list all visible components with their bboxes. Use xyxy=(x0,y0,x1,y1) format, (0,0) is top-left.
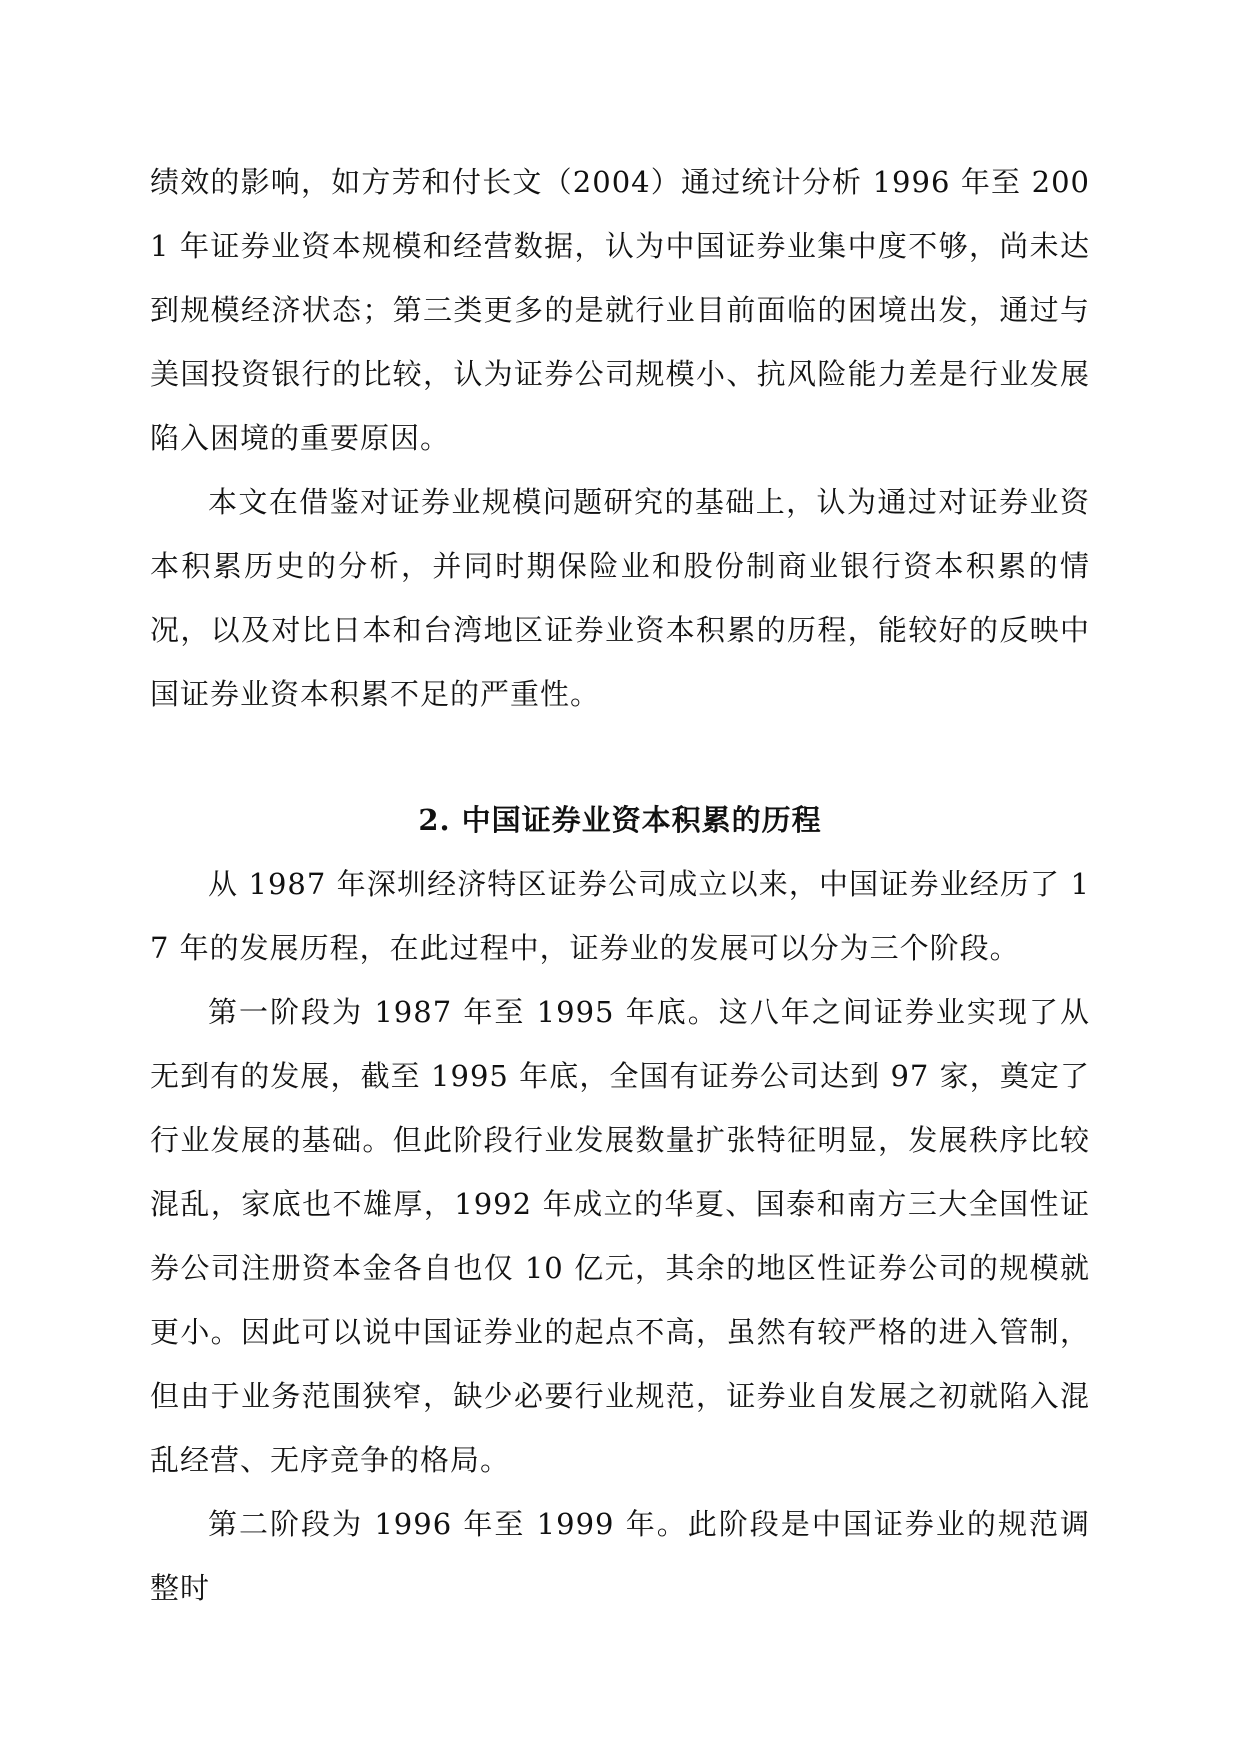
paragraph-history-intro: 从 1987 年深圳经济特区证券公司成立以来，中国证券业经历了 17 年的发展历程，在此过程中，证券业的发展可以分为三个阶段。 xyxy=(150,867,1090,965)
paragraph-continuation: 绩效的影响，如方芳和付长文（2004）通过统计分析 1996 年至 2001 年证券业资本规模和经营数据，认为中国证券业集中度不够，尚未达到规模经济状态；第三类更多的是就行业目前面临的困境出发，通过与美国投资银行的比较，认为证券公司规模小、抗风险能力差是行业发展陷入困境的重要原因。 xyxy=(150,165,1090,455)
section-spacer xyxy=(150,726,1090,788)
paragraph-research-basis: 本文在借鉴对证券业规模问题研究的基础上，认为通过对证券业资本积累历史的分析，并同时期保险业和股份制商业银行资本积累的情况，以及对比日本和台湾地区证券业资本积累的历程，能较好的反映中国证券业资本积累不足的严重性。 xyxy=(150,485,1090,711)
section-heading: 2. 中国证券业资本积累的历程 xyxy=(418,803,822,837)
document-page xyxy=(150,150,1090,1620)
paragraph-stage-two: 第二阶段为 1996 年至 1999 年。此阶段是中国证券业的规范调整时 xyxy=(150,1507,1090,1605)
paragraph-stage-one: 第一阶段为 1987 年至 1995 年底。这八年之间证券业实现了从无到有的发展，截至 1995 年底，全国有证券公司达到 97 家，奠定了行业发展的基础。但此阶段行业发展数量扩张特征明显，发展秩序比较混乱，家底也不雄厚，1992 年成立的华夏、国泰和南方三大全国性证券公司注册资本金各自也仅 10 亿元，其余的地区性证券公司的规模就更小。因此可以说中国证券业的起点不高，虽然有较严格的进入管制，但由于业务范围狭窄，缺少必要行业规范，证券业自发展之初就陷入混乱经营、无序竞争的格局。 xyxy=(150,995,1090,1477)
